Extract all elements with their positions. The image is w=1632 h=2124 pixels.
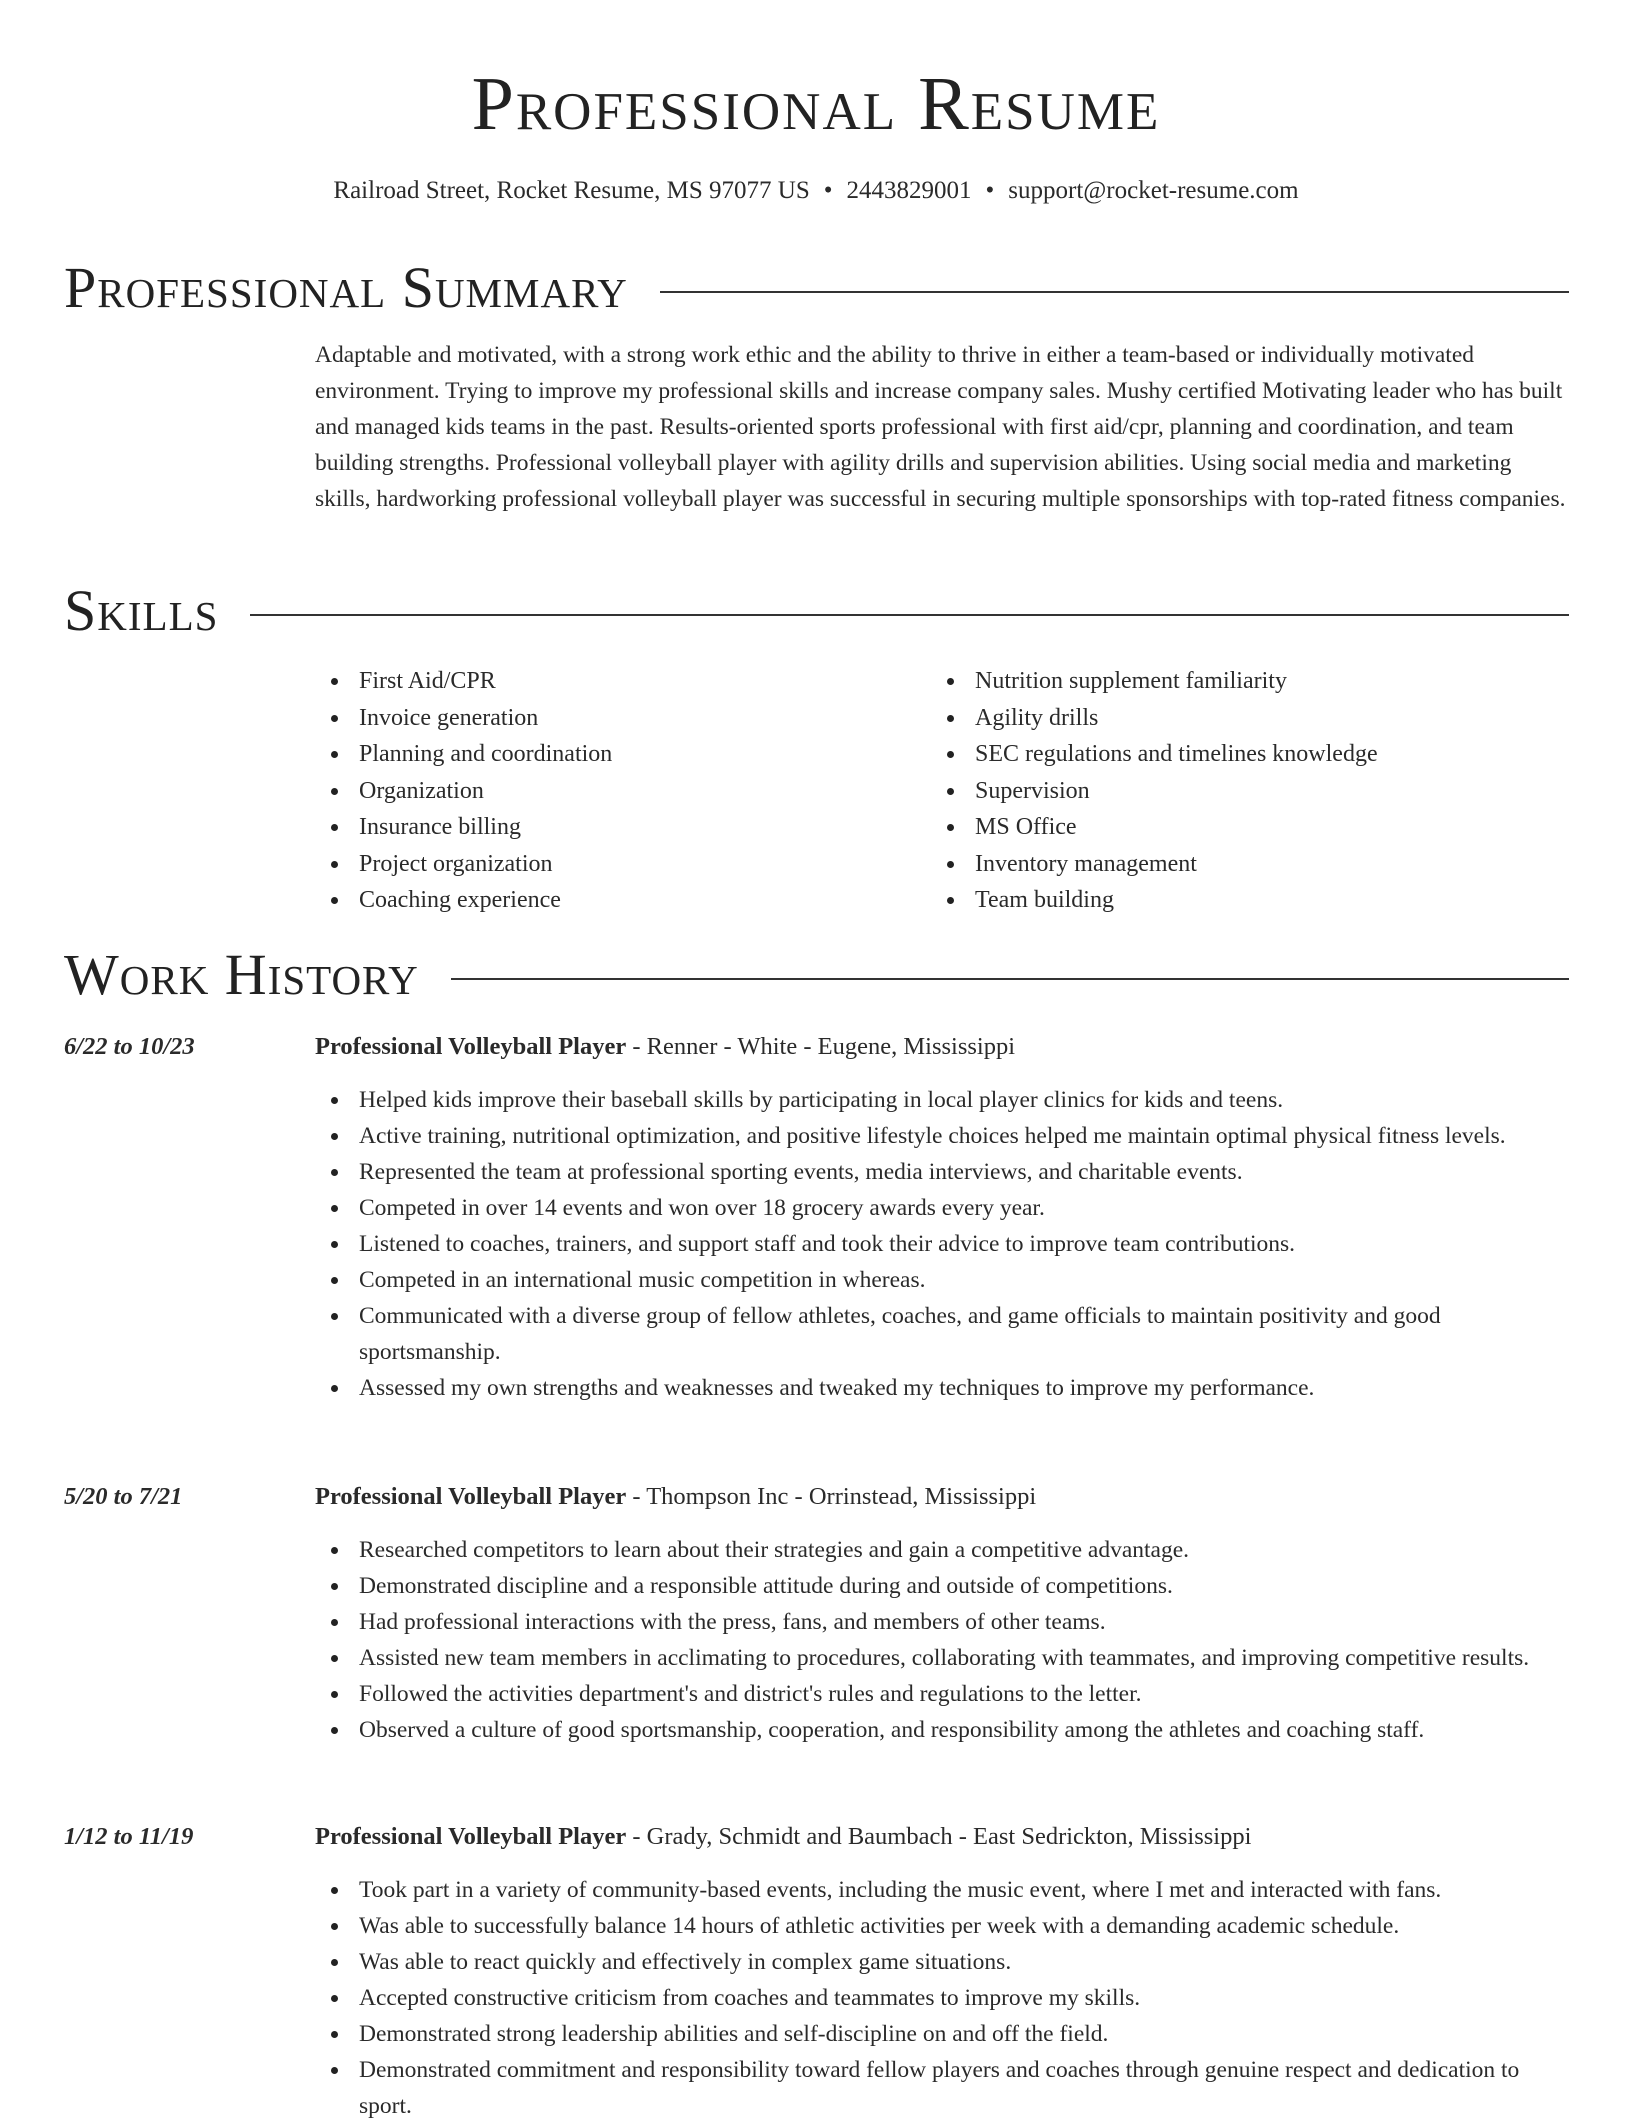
- skill-item: Planning and coordination: [315, 736, 915, 773]
- job-employer: - Renner - White - Eugene, Mississippi: [626, 1033, 1016, 1060]
- job-bullet: Accepted constructive criticism from coaches and teammates to improve my skills.: [315, 1980, 1575, 2016]
- skill-item: Team building: [931, 882, 1571, 919]
- skill-item: Inventory management: [931, 846, 1571, 883]
- skill-item: Agility drills: [931, 700, 1571, 737]
- job-bullet: Had professional interactions with the press, fans, and members of other teams.: [315, 1604, 1575, 1640]
- contact-phone: 2443829001: [846, 177, 972, 204]
- job-bullet: Took part in a variety of community-based events, including the music event, where I met and interacted with fans.: [315, 1872, 1575, 1908]
- skill-item: First Aid/CPR: [315, 663, 915, 700]
- job-bullet: Demonstrated discipline and a responsible attitude during and outside of competitions.: [315, 1568, 1575, 1604]
- job-bullet: Researched competitors to learn about their strategies and gain a competitive advantage.: [315, 1532, 1575, 1568]
- job-title-line: [315, 1479, 1570, 1515]
- resume-title: Professional Resume: [471, 62, 1161, 146]
- job-dates: 6/22 to 10/23: [64, 1033, 195, 1060]
- skill-item: MS Office: [931, 809, 1571, 846]
- skill-item: SEC regulations and timelines knowledge: [931, 736, 1571, 773]
- job-bullet: Assisted new team members in acclimating to procedures, collaborating with teammates, and improving competitive results.: [315, 1640, 1575, 1676]
- skill-item: Project organization: [315, 846, 915, 883]
- job-title: Professional Volleyball Player: [315, 1823, 627, 1850]
- skills-list-right: [931, 663, 1571, 919]
- job-employer: - Grady, Schmidt and Baumbach - East Sedrickton, Mississippi: [626, 1823, 1252, 1850]
- job-bullet: Competed in over 14 events and won over 18 grocery awards every year.: [315, 1190, 1575, 1226]
- skills-section-header: [64, 576, 1569, 646]
- job-bullet: Was able to react quickly and effectively in complex game situations.: [315, 1944, 1575, 1980]
- job-bullet: Demonstrated strong leadership abilities and self-discipline on and off the field.: [315, 2016, 1575, 2052]
- job-bullet: Communicated with a diverse group of fellow athletes, coaches, and game officials to maintain positivity and good sportsmanship.: [315, 1298, 1575, 1370]
- job-bullet: Followed the activities department's and district's rules and regulations to the letter.: [315, 1676, 1575, 1712]
- summary-text: Adaptable and motivated, with a strong work ethic and the ability to thrive in either a team-based or individually motivated environment. Trying to improve my professional skills and increase company sales. Mushy certified Motivating leader who has built and managed kids teams in the past. Results-oriented sports professional with first aid/cpr, planning and coordination, and team building strengths. Professional volleyball player with agility drills and supervision abilities. Using social media and marketing skills, hardworking professional volleyball player was successful in securing multiple sponsorships with top-rated fitness companies.: [315, 342, 1566, 512]
- skill-item: Nutrition supplement familiarity: [931, 663, 1571, 700]
- summary-heading: Professional Summary: [64, 255, 628, 320]
- job-title: Professional Volleyball Player: [315, 1483, 627, 1510]
- contact-separator: •: [985, 177, 995, 204]
- job-dates: 1/12 to 11/19: [64, 1823, 194, 1850]
- job-bullet: Assessed my own strengths and weaknesses and tweaked my techniques to improve my performance.: [315, 1370, 1575, 1406]
- job-bullet: Observed a culture of good sportsmanship, cooperation, and responsibility among the athletes and coaching staff.: [315, 1712, 1575, 1748]
- contact-line: [0, 173, 1632, 209]
- skill-item: Insurance billing: [315, 809, 915, 846]
- section-divider: [660, 291, 1569, 293]
- job-bullets: [315, 1532, 1575, 1748]
- job-employer: - Thompson Inc - Orrinstead, Mississippi: [626, 1483, 1037, 1510]
- contact-separator: •: [823, 177, 833, 204]
- skills-heading: Skills: [64, 578, 219, 643]
- job-bullet: Represented the team at professional sporting events, media interviews, and charitable events.: [315, 1154, 1575, 1190]
- contact-email: support@rocket-resume.com: [1008, 177, 1299, 204]
- summary-section-header: [64, 253, 1569, 323]
- job-bullets: [315, 1872, 1575, 2124]
- job-dates: 5/20 to 7/21: [64, 1483, 183, 1510]
- skill-item: Invoice generation: [315, 700, 915, 737]
- work-section-header: [64, 940, 1569, 1010]
- section-divider: [250, 614, 1569, 616]
- job-title: Professional Volleyball Player: [315, 1033, 627, 1060]
- skill-item: Organization: [315, 773, 915, 810]
- job-bullet: Was able to successfully balance 14 hours of athletic activities per week with a demanding academic schedule.: [315, 1908, 1575, 1944]
- job-bullet: Listened to coaches, trainers, and support staff and took their advice to improve team contributions.: [315, 1226, 1575, 1262]
- skill-item: Coaching experience: [315, 882, 915, 919]
- work-heading: Work History: [64, 942, 419, 1007]
- job-bullet: Helped kids improve their baseball skills by participating in local player clinics for kids and teens.: [315, 1082, 1575, 1118]
- section-divider: [451, 978, 1569, 980]
- contact-address: Railroad Street, Rocket Resume, MS 97077 US: [333, 177, 810, 204]
- job-bullet: Active training, nutritional optimization, and positive lifestyle choices helped me maintain optimal physical fitness levels.: [315, 1118, 1575, 1154]
- job-bullets: [315, 1082, 1575, 1406]
- skill-item: Supervision: [931, 773, 1571, 810]
- job-title-line: [315, 1029, 1570, 1065]
- job-title-line: [315, 1819, 1570, 1855]
- job-bullet: Demonstrated commitment and responsibility toward fellow players and coaches through genuine respect and dedication to sport.: [315, 2052, 1575, 2124]
- job-bullet: Competed in an international music competition in whereas.: [315, 1262, 1575, 1298]
- skills-list-left: [315, 663, 915, 919]
